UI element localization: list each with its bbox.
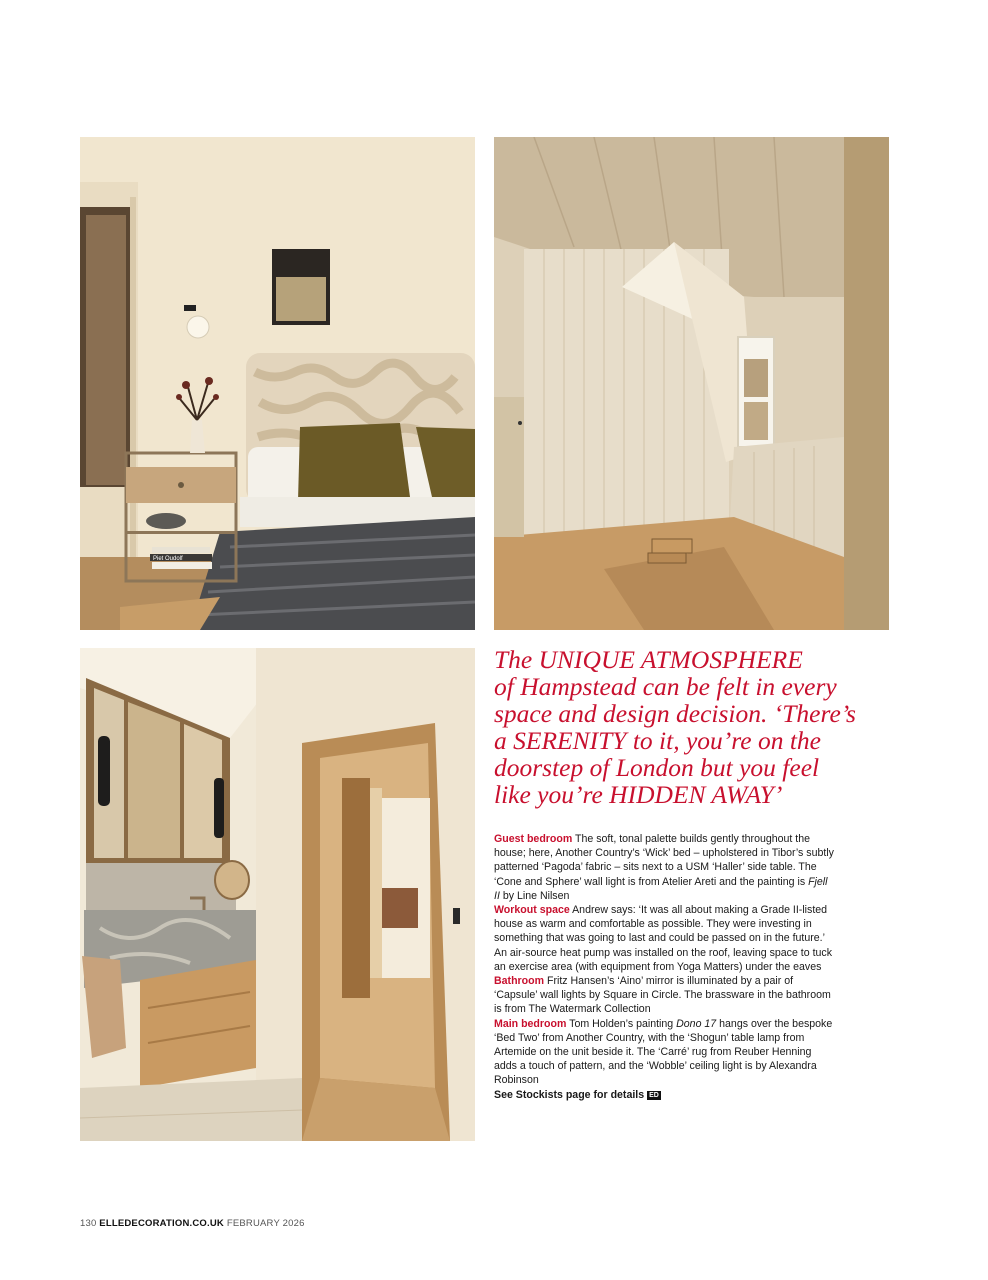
caption-heading: Bathroom (494, 975, 545, 988)
book-spine-text: Piet Oudolf (153, 556, 183, 562)
photo-captions (494, 832, 834, 1102)
caption-heading: Workout space (494, 904, 570, 917)
end-mark-icon: ED (649, 1091, 659, 1099)
pull-quote (494, 646, 854, 808)
quote-line: space and design decision. ‘There’s (494, 699, 856, 728)
caption-text: Fritz Hansen’s ‘Aino’ mirror is illuminated by a pair of ‘Capsule’ wall lights by Square in Circle. The brassware in the bathroom is from The Watermark Collection (494, 975, 831, 1016)
issue-date: FEBRUARY 2026 (226, 1218, 305, 1229)
caption-heading: Guest bedroom (494, 833, 573, 845)
caption-text: The soft, tonal palette builds gently throughout the house; here, Another Country’s ‘Wick’ bed – upholstered in Tibor’s subtly patterned ‘Pagoda’ fabric – sits next to a USM ‘Haller’ side table. The ‘Cone and Sphere’ wall light is from Atelier Areti and the painting is (494, 833, 834, 888)
caption-text: Tom Holden’s painting (566, 1017, 677, 1030)
caption-text: by Line Nilsen (499, 889, 570, 902)
quote-line: like you’re HIDDEN AWAY’ (494, 780, 783, 809)
workout-space-photo (494, 137, 889, 630)
guest-bedroom-photo (80, 137, 475, 630)
site-name: ELLEDECORATION.CO.UK (99, 1218, 224, 1229)
caption-main-bedroom (494, 1017, 834, 1088)
caption-text: Andrew says: ‘It was all about making a Grade II-listed house as warm and comfortable as possible. They were investing in something that was going to last and could be passed on in the future.’ An air-source heat pump was installed on the roof, leaving space to tuck an exercise area (with equipment from Yoga Matters) under the eaves (494, 904, 833, 973)
quote-line: The UNIQUE ATMOSPHERE (494, 645, 803, 674)
quote-line: doorstep of London but you feel (494, 753, 820, 782)
caption-guest-bedroom (494, 832, 834, 903)
page-footer (80, 1218, 305, 1229)
quote-line: a SERENITY to it, you’re on the (494, 726, 821, 755)
caption-bathroom (494, 974, 834, 1017)
caption-heading: Main bedroom (494, 1017, 567, 1030)
caption-workout-space (494, 903, 834, 974)
painting-title: Dono 17 (676, 1017, 717, 1030)
stockists-text: See Stockists page for details (494, 1088, 645, 1101)
quote-line: of Hampstead can be felt in every (494, 672, 837, 701)
page-number: 130 (80, 1218, 97, 1229)
stockists-note (494, 1088, 834, 1102)
caption-text: hangs over the bespoke ‘Bed Two’ from Another Country, with the ‘Shogun’ table lamp from Artemide on the unit beside it. The ‘Carré’ rug from Reuber Henning adds a touch of pattern, and the ‘Wobble’ ceiling light is by Alexandra Robinson (494, 1017, 833, 1087)
bathroom-photo (80, 648, 475, 1141)
painting-title: Fjell II (494, 875, 828, 902)
